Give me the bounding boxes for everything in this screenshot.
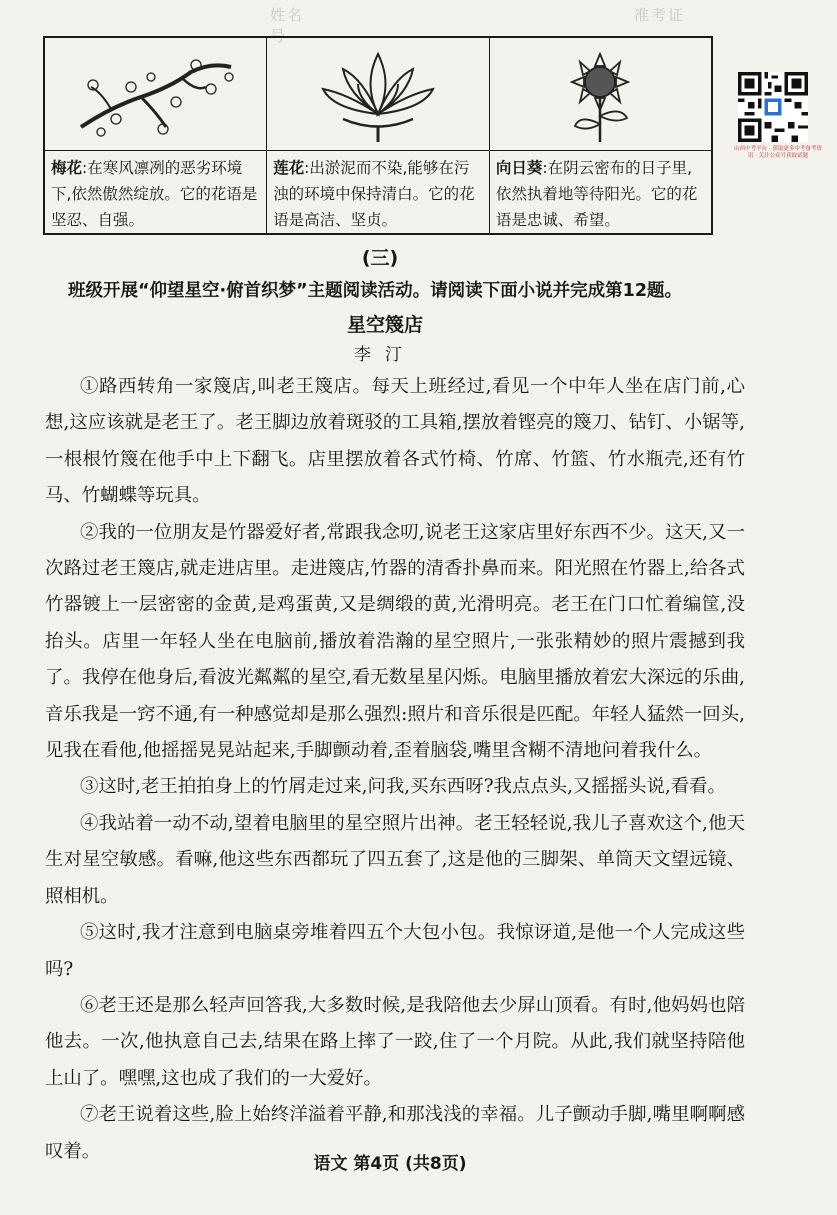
flower-table [43, 36, 713, 235]
plum-image-cell [44, 37, 267, 151]
section-number: (三) [361, 247, 399, 269]
plum-description: 梅花:在寒风凛冽的恶劣环境下,依然傲然绽放。它的花语是坚忍、自强。 [44, 151, 267, 235]
story-body [45, 369, 745, 1170]
lotus-name: 莲花 [273, 159, 305, 177]
paragraph-6: ⑥老王还是那么轻声回答我,大多数时候,是我陪他去少屏山顶看。有时,他妈妈也陪他去。一次,他执意自己去,结果在路上摔了一跤,住了一个月院。从此,我们就坚持陪他上山了。嘿嘿,这也成了我们的一大爱好。 [45, 994, 745, 1089]
paragraph-5: ⑤这时,我才注意到电脑桌旁堆着四五个大包小包。我惊讶道,是他一个人完成这些吗? [45, 922, 745, 980]
lotus-description: 莲花:出淤泥而不染,能够在污浊的环境中保持清白。它的花语是高洁、坚贞。 [267, 151, 490, 235]
paragraph-1: ①路西转角一家篾店,叫老王篾店。每天上班经过,看见一个中年人坐在店门前,心想,这应该就是老王了。老王脚边放着斑驳的工具箱,摆放着铿亮的篾刀、钻钉、小锯等,一根根竹篾在他手中上下翻飞。店里摆放着各式竹椅、竹席、竹篮、竹水瓶壳,还有竹马、竹蝴蝶等玩具。 [45, 376, 745, 507]
paragraph-3: ③这时,老王拍拍身上的竹屑走过来,问我,买东西呀?我点点头,又摇摇头说,看看。 [79, 776, 726, 798]
sunflower-description: 向日葵:在阴云密布的日子里,依然执着地等待阳光。它的花语是忠诚、希望。 [489, 151, 712, 235]
plum-text: 在寒风凛冽的恶劣环境下,依然傲然绽放。它的花语是坚忍、自强。 [51, 159, 258, 229]
page-footer: 语文 第4页 (共8页) [313, 1154, 467, 1174]
header-ghost-name: 姓名 [270, 6, 305, 24]
paragraph-4: ④我站着一动不动,望着电脑里的星空照片出神。老王轻轻说,我儿子喜欢这个,他天生对星空敏感。看嘛,他这些东西都玩了四五套了,这是他的三脚架、单筒天文望远镜、照相机。 [45, 812, 745, 907]
paragraph-7: ⑦老王说着这些,脸上始终洋溢着平静,和那浅浅的幸福。儿子颤动手脚,嘴里啊啊感叹着。 [45, 1104, 745, 1162]
sunflower-image-cell [489, 37, 712, 151]
reading-intro: 班级开展“仰望星空·俯首织梦”主题阅读活动。请阅读下面小说并完成第12题。 [68, 281, 683, 301]
sunflower-illustration [545, 44, 655, 144]
lotus-text: 出淤泥而不染,能够在污浊的环境中保持清白。它的花语是高洁、坚贞。 [273, 159, 475, 229]
lotus-image-cell [267, 37, 490, 151]
qr-code-icon [735, 72, 811, 142]
story-author: 李汀 [354, 345, 416, 365]
paragraph-2: ②我的一位朋友是竹器爱好者,常跟我念叨,说老王这家店里好东西不少。这天,又一次路过老王篾店,就走进店里。走进篾店,竹器的清香扑鼻而来。阳光照在竹器上,给各式竹器镀上一层密密的金黄,是鸡蛋黄,又是绸缎的黄,光滑明亮。老王在门口忙着编筐,没抬头。店里一年轻人坐在电脑前,播放着浩瀚的星空照片,一张张精妙的照片震撼到我了。我停在他身后,看波光粼粼的星空,看无数星星闪烁。电脑里播放着宏大深远的乐曲,音乐我是一窍不通,有一种感觉却是那么强烈:照片和音乐很是匹配。年轻人猛然一回头,见我在看他,他摇摇晃晃站起来,手脚颤动着,歪着脑袋,嘴里含糊不清地问着我什么。 [45, 521, 745, 762]
header-ghost-exam-id: 准考证号 [270, 6, 686, 45]
lotus-illustration [303, 44, 453, 144]
story-title: 星空篾店 [346, 314, 423, 336]
qr-caption: 山西中考平台 · 获取更多中考备考资讯 · 关注公众号获取试题 [734, 146, 822, 159]
sunflower-name: 向日葵 [495, 159, 543, 177]
sunflower-text: 在阴云密布的日子里,依然执着地等待阳光。它的花语是忠诚、希望。 [495, 159, 698, 229]
plum-name: 梅花 [51, 159, 83, 177]
plum-blossom-illustration [71, 47, 241, 142]
